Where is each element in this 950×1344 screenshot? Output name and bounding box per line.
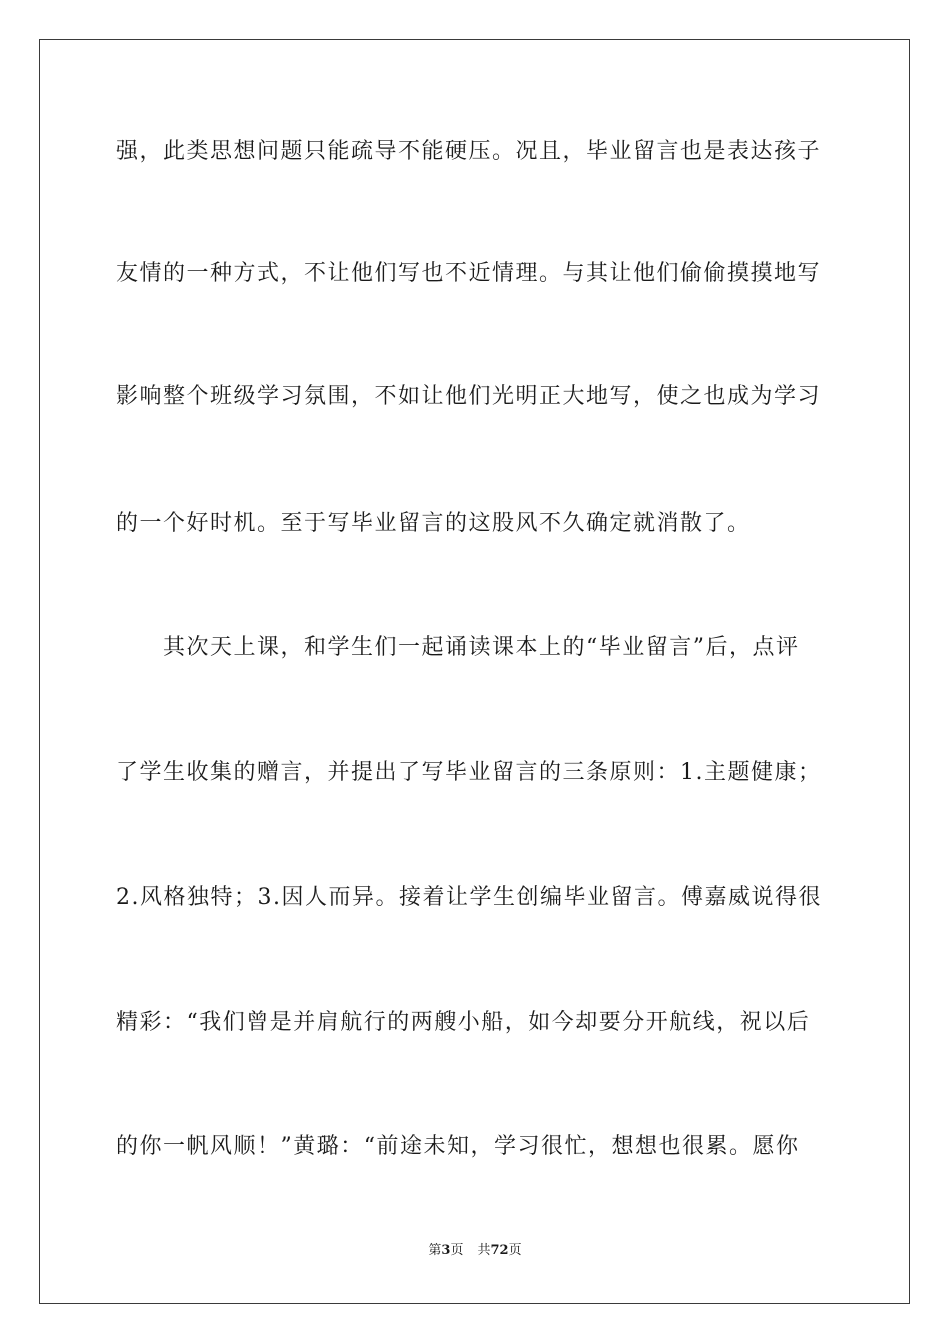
text-line-6: 了学生收集的赠言，并提出了写毕业留言的三条原则：1.主题健康； bbox=[116, 760, 822, 785]
total-prefix: 共 bbox=[477, 1243, 491, 1258]
text-line-7: 2.风格独特；3.因人而异。接着让学生创编毕业留言。傅嘉威说得很 bbox=[116, 885, 822, 910]
text-line-9: 的你一帆风顺！”黄璐：“前途未知，学习很忙，想想也很累。愿你 bbox=[116, 1134, 800, 1159]
text-line-2: 友情的一种方式，不让他们写也不近情理。与其让他们偷偷摸摸地写 bbox=[116, 261, 822, 286]
text-line-3: 影响整个班级学习氛围，不如让他们光明正大地写，使之也成为学习 bbox=[116, 384, 822, 409]
total-pages: 72 bbox=[490, 1243, 509, 1258]
text-line-1: 强，此类思想问题只能疏导不能硬压。况且，毕业留言也是表达孩子 bbox=[116, 139, 822, 164]
page-number: 3 bbox=[441, 1243, 451, 1258]
page-suffix: 页 bbox=[450, 1243, 464, 1258]
total-suffix: 页 bbox=[508, 1243, 522, 1258]
page-footer bbox=[0, 1242, 950, 1260]
paragraph-start-line: 其次天上课，和学生们一起诵读课本上的“毕业留言”后，点评 bbox=[163, 635, 800, 660]
text-line-4: 的一个好时机。至于写毕业留言的这股风不久确定就消散了。 bbox=[116, 511, 751, 536]
text-line-8: 精彩：“我们曾是并肩航行的两艘小船，如今却要分开航线，祝以后 bbox=[116, 1010, 811, 1035]
page-border bbox=[39, 39, 910, 1304]
page-prefix: 第 bbox=[428, 1243, 442, 1258]
